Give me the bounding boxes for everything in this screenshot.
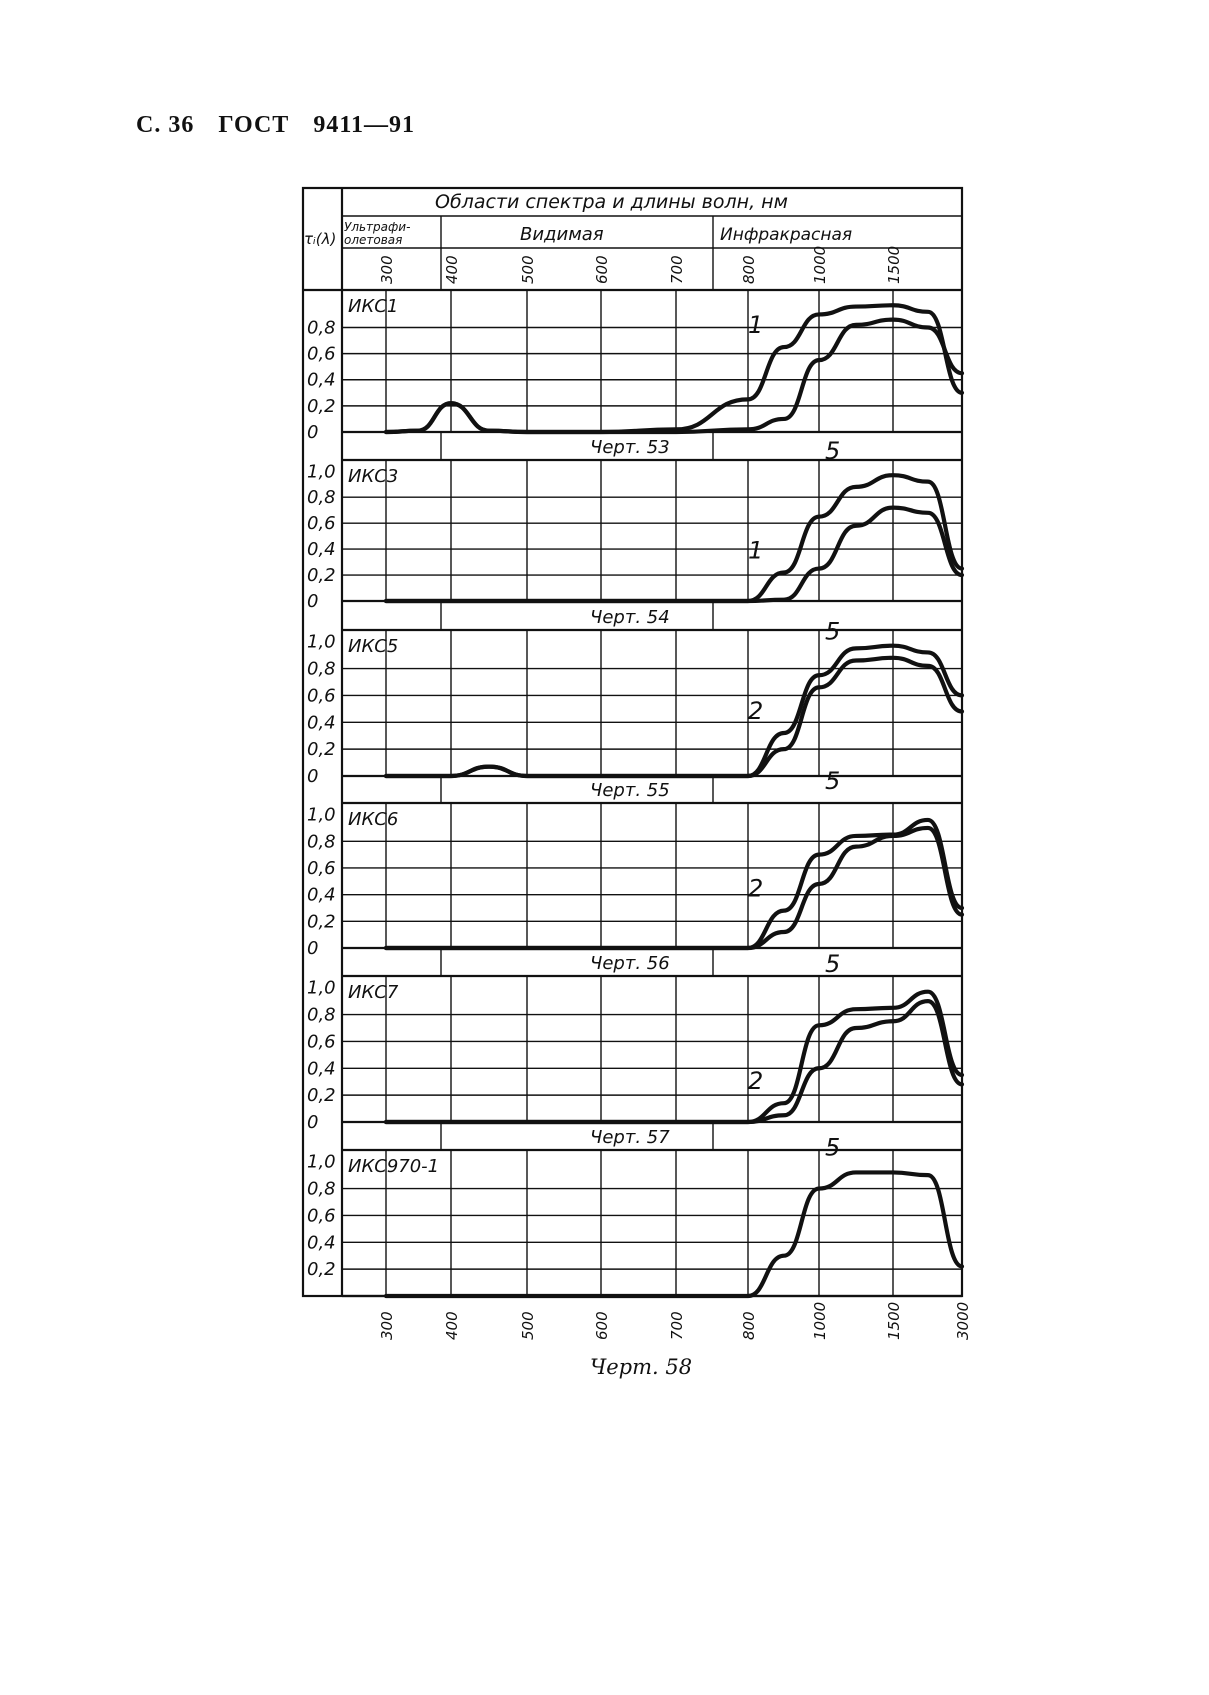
series-label-1: 1 bbox=[748, 536, 764, 565]
y-tick-label: 0,2 bbox=[307, 1259, 336, 1281]
bottom-tick-label-1500: 1500 bbox=[885, 1301, 903, 1340]
y-tick-label: 0,2 bbox=[307, 395, 336, 417]
series-label-5: 5 bbox=[825, 436, 841, 465]
header-tick-label-1000: 1000 bbox=[811, 245, 829, 284]
series-curve-5 bbox=[386, 320, 962, 432]
bottom-tick-label-600: 600 bbox=[593, 1311, 611, 1340]
y-tick-label: 0,8 bbox=[307, 317, 336, 339]
series-curve-1 bbox=[386, 305, 962, 432]
y-tick-label: 0,4 bbox=[307, 884, 336, 906]
glass-name: ИКС970-1 bbox=[348, 1156, 440, 1177]
y-tick-label: 0,2 bbox=[307, 565, 336, 587]
header-tick-label-600: 600 bbox=[593, 255, 611, 284]
header-title: Области спектра и длины волн, нм bbox=[435, 191, 788, 213]
glass-name: ИКС6 bbox=[348, 809, 399, 830]
series-label-5: 5 bbox=[825, 949, 841, 978]
bottom-tick-label-400: 400 bbox=[443, 1311, 461, 1340]
region-uv-line1: Ультрафи- bbox=[344, 220, 411, 234]
standard-label: ГОСТ bbox=[218, 112, 290, 138]
series-label-1: 1 bbox=[748, 311, 764, 340]
series-curve-1 bbox=[386, 475, 962, 601]
header-tick-label-800: 800 bbox=[740, 255, 758, 284]
y-tick-label: 1,0 bbox=[307, 977, 336, 999]
y-tick-label: 0,6 bbox=[307, 513, 336, 535]
y-tick-label: 0,6 bbox=[307, 685, 336, 707]
y-tick-label: 1,0 bbox=[307, 804, 336, 826]
region-ir: Инфракрасная bbox=[720, 225, 853, 245]
y-tick-label: 0,8 bbox=[307, 1004, 336, 1026]
y-tick-label: 0 bbox=[307, 591, 319, 612]
glass-name: ИКС3 bbox=[348, 466, 399, 487]
y-tick-label: 1,0 bbox=[307, 631, 336, 653]
y-tick-label: 0,6 bbox=[307, 1031, 336, 1053]
y-tick-label: 0,2 bbox=[307, 911, 336, 933]
header-tick-label-700: 700 bbox=[668, 255, 686, 284]
bottom-tick-label-1000: 1000 bbox=[811, 1301, 829, 1340]
panel-caption: Черт. 56 bbox=[590, 953, 670, 974]
panel-caption: Черт. 53 bbox=[590, 437, 670, 458]
series-curve-5 bbox=[386, 1001, 962, 1122]
y-tick-label: 0,4 bbox=[307, 369, 336, 391]
header-tick-label-500: 500 bbox=[519, 255, 537, 284]
bottom-tick-label-500: 500 bbox=[519, 1311, 537, 1340]
y-tick-label: 0 bbox=[307, 422, 319, 443]
y-tick-label: 0,8 bbox=[307, 658, 336, 680]
figure-caption: Черт. 58 bbox=[590, 1355, 693, 1379]
labels bbox=[307, 246, 972, 1340]
y-axis-label: τᵢ(λ) bbox=[304, 230, 337, 248]
glass-name: ИКС7 bbox=[348, 982, 399, 1003]
series-label-5: 5 bbox=[825, 767, 841, 796]
y-tick-label: 0 bbox=[307, 938, 319, 959]
panel-caption: Черт. 54 bbox=[590, 607, 670, 628]
y-tick-label: 0,4 bbox=[307, 539, 336, 561]
y-tick-label: 0 bbox=[307, 766, 319, 787]
y-tick-label: 0,2 bbox=[307, 1085, 336, 1107]
bottom-tick-label-800: 800 bbox=[740, 1311, 758, 1340]
series-label-2: 2 bbox=[748, 874, 764, 903]
series-curve-2 bbox=[386, 646, 962, 776]
y-tick-label: 0,4 bbox=[307, 1058, 336, 1080]
y-tick-label: 0,6 bbox=[307, 343, 336, 365]
y-tick-label: 0,6 bbox=[307, 857, 336, 879]
series-curve-5 bbox=[386, 828, 962, 948]
page-number: С. 36 bbox=[136, 112, 195, 138]
series-curve-5 bbox=[386, 508, 962, 601]
glass-name: ИКС1 bbox=[348, 296, 399, 317]
series-label-2: 2 bbox=[748, 1067, 764, 1096]
region-visible: Видимая bbox=[520, 224, 604, 245]
header-tick-label-400: 400 bbox=[443, 255, 461, 284]
bottom-tick-label-300: 300 bbox=[378, 1311, 396, 1340]
y-tick-label: 0,6 bbox=[307, 1205, 336, 1227]
y-tick-label: 0,8 bbox=[307, 1178, 336, 1200]
panel-caption: Черт. 55 bbox=[590, 780, 670, 801]
series-curve-main bbox=[386, 1172, 962, 1296]
y-tick-label: 1,0 bbox=[307, 1151, 336, 1173]
panel-caption: Черт. 57 bbox=[590, 1127, 670, 1148]
y-tick-label: 1,0 bbox=[307, 461, 336, 483]
y-tick-label: 0,8 bbox=[307, 487, 336, 509]
y-tick-label: 0 bbox=[307, 1112, 319, 1133]
standard-number: 9411—91 bbox=[313, 112, 416, 138]
glass-name: ИКС5 bbox=[348, 636, 399, 657]
series-label-5: 5 bbox=[825, 617, 841, 646]
y-tick-label: 0,4 bbox=[307, 1232, 336, 1254]
y-tick-label: 0,8 bbox=[307, 831, 336, 853]
y-tick-label: 0,2 bbox=[307, 739, 336, 761]
series-label-5: 5 bbox=[825, 1133, 841, 1162]
region-uv-line2: олетовая bbox=[344, 233, 403, 247]
header-tick-label-300: 300 bbox=[378, 255, 396, 284]
header-tick-label-1500: 1500 bbox=[885, 245, 903, 284]
bottom-tick-label-700: 700 bbox=[668, 1311, 686, 1340]
panels bbox=[386, 305, 962, 1296]
bottom-tick-label-3000: 3000 bbox=[954, 1301, 972, 1340]
series-curve-2 bbox=[386, 992, 962, 1122]
series-label-2: 2 bbox=[748, 697, 764, 726]
y-tick-label: 0,4 bbox=[307, 712, 336, 734]
series-curve-5 bbox=[386, 658, 962, 776]
